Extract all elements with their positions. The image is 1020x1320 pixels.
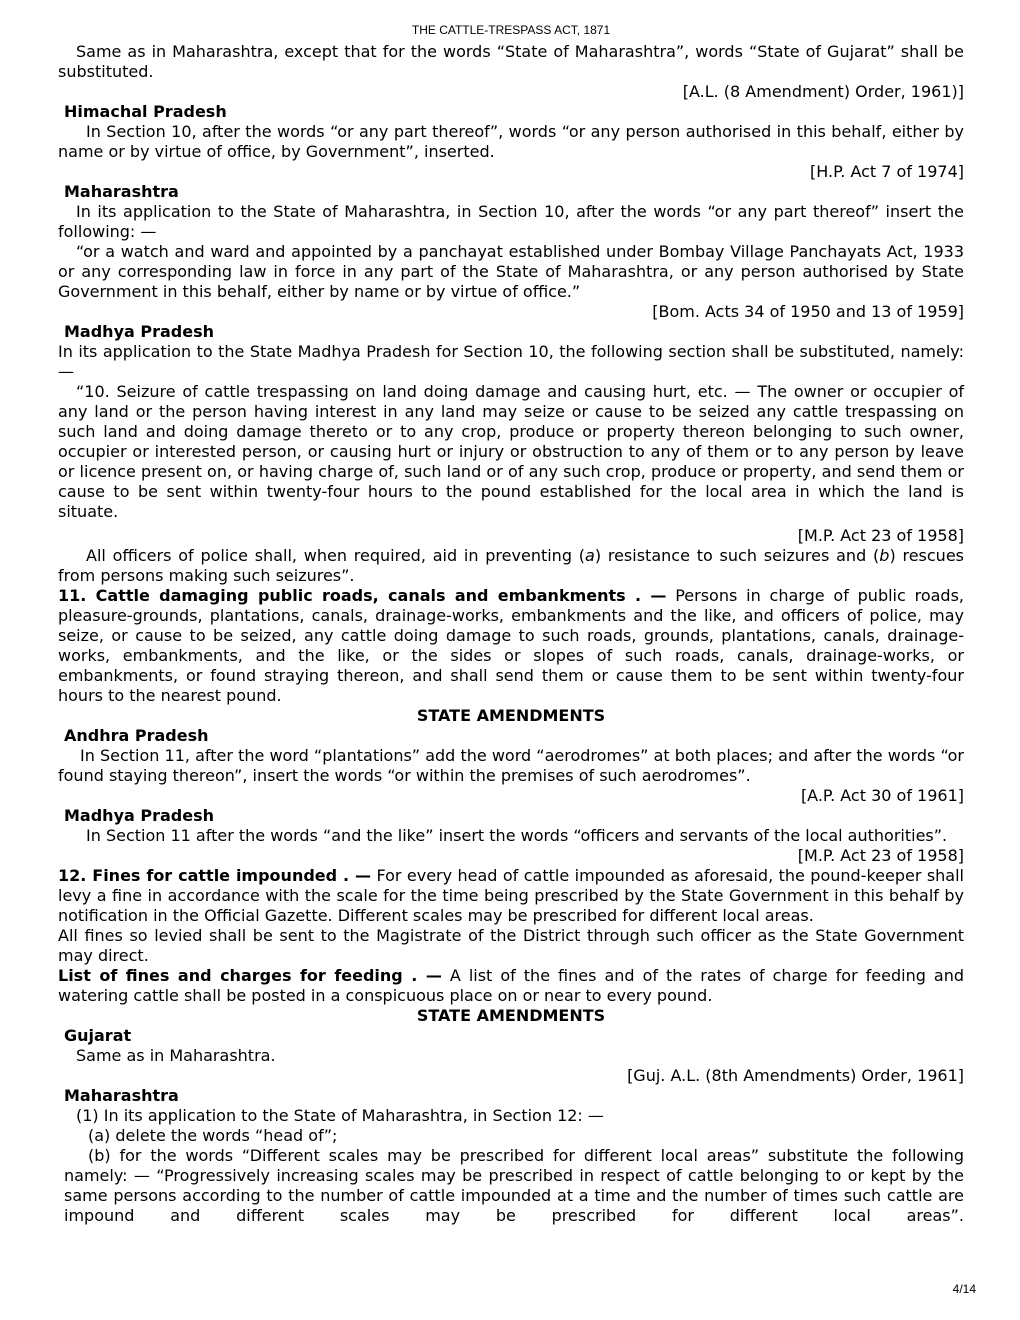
section-11-title: 11. Cattle damaging public roads, canals and embankments . —	[58, 586, 667, 605]
paragraph-madhya-pradesh: In its application to the State Madhya Pradesh for Section 10, the following section shall be substituted, namely: —	[58, 342, 964, 381]
section-11	[58, 586, 964, 706]
state-heading-andhra-pradesh: Andhra Pradesh	[64, 726, 209, 745]
paragraph-section-10-substituted: “10. Seizure of cattle trespassing on land doing damage and causing hurt, etc. — The owner or occupier of any land or the person having interest in any land may seize or cause to be seized any cattle trespassing on such land and doing damage thereto or to any crop, produce or property thereon belonging to such owner, occupier or interested person, or causing hurt or injury or obstruction to any of them or to any person by leave or licence present on, or having charge of, such land or of any such crop, produce or property, and send them or cause to be sent within twenty-four hours to the pound established for the local area in which the land is situate.	[58, 382, 964, 521]
section-12-title: 12. Fines for cattle impounded . —	[58, 866, 372, 885]
paragraph-fines-sent: All fines so levied shall be sent to the Magistrate of the District through such officer as the State Government may direct.	[58, 926, 964, 965]
running-header: THE CATTLE-TRESPASS ACT, 1871	[411, 23, 611, 37]
state-heading-himachal: Himachal Pradesh	[64, 102, 227, 121]
state-amendments-heading-2: STATE AMENDMENTS	[416, 1006, 606, 1025]
paragraph-maharashtra: In its application to the State of Maharashtra, in Section 10, after the words “or any part thereof” insert the following: —	[58, 202, 964, 241]
clause-a: (a) delete the words “head of”;	[88, 1126, 338, 1145]
state-heading-madhya-pradesh: Madhya Pradesh	[64, 322, 214, 341]
list-of-fines-title: List of fines and charges for feeding . —	[58, 966, 442, 985]
text-run-italic: b	[879, 546, 890, 565]
state-heading-maharashtra: Maharashtra	[64, 182, 179, 201]
clause-b: (b) for the words “Different scales may be prescribed for different local areas” substitute the following namely: — “Progressively increasing scales may be prescribed in respect of cattle belonging to or kept by the same persons according to the number of cattle impounded at a time and the number of times such cattle are impound and different scales may be prescribed for different local areas”.	[64, 1146, 964, 1225]
citation: [A.P. Act 30 of 1961]	[800, 786, 964, 805]
page-number: 4/14	[952, 1282, 976, 1296]
paragraph-police-aid	[58, 546, 964, 586]
paragraph-maharashtra-sec12: (1) In its application to the State of Maharashtra, in Section 12: —	[76, 1106, 604, 1125]
paragraph-madhya-pradesh-2: In Section 11 after the words “and the like” insert the words “officers and servants of the local authorities”.	[86, 826, 948, 845]
paragraph-gujarat-sec10: Same as in Maharashtra, except that for the words “State of Maharashtra”, words “State of Gujarat” shall be substituted.	[58, 42, 964, 81]
paragraph-maharashtra-insert: “or a watch and ward and appointed by a panchayat established under Bombay Village Panchayats Act, 1933 or any corresponding law in force in any part of the State of Maharashtra, or any person authorised by State Government in this behalf, either by name or by virtue of office.”	[58, 242, 964, 301]
section-12-text: For every head of cattle impounded as aforesaid, the pound-keeper shall levy a fine in accordance with the scale for the time being prescribed by the State Government in this behalf by notification in the Official Gazette. Different scales may be prescribed for different local areas.	[58, 866, 965, 925]
citation: [Bom. Acts 34 of 1950 and 13 of 1959]	[652, 302, 964, 321]
citation: [H.P. Act 7 of 1974]	[810, 162, 964, 181]
document-page	[58, 22, 964, 1226]
paragraph-gujarat: Same as in Maharashtra.	[76, 1046, 276, 1065]
citation: [M.P. Act 23 of 1958]	[797, 846, 964, 865]
text-run: All officers of police shall, when required, aid in preventing (	[86, 546, 586, 565]
state-heading-gujarat: Gujarat	[64, 1026, 132, 1045]
state-heading-madhya-pradesh-2: Madhya Pradesh	[64, 806, 214, 825]
section-12	[58, 866, 964, 926]
citation: [A.L. (8 Amendment) Order, 1961)]	[682, 82, 964, 101]
text-run-italic: a	[585, 546, 595, 565]
state-heading-maharashtra-2: Maharashtra	[64, 1086, 179, 1105]
text-run: ) rescues from persons making such seizures”.	[58, 546, 964, 585]
paragraph-himachal: In Section 10, after the words “or any part thereof”, words “or any person authorised in this behalf, either by name or by virtue of office, by Government”, inserted.	[58, 122, 964, 161]
text-run: ) resistance to such seizures and (	[594, 546, 880, 565]
section-11-text: Persons in charge of public roads, pleasure-grounds, plantations, canals, drainage-works, embankments and the like, and officers of police, may seize, or cause to be seized, any cattle doing damage to such roads, grounds, plantations, canals, drainage-works, embankments, and the like, or the sides or slopes of such roads, canals, drainage-works, or embankments, or found straying thereon, and shall send them or cause them to be sent within twenty-four hours to the nearest pound.	[58, 586, 965, 705]
list-of-fines-text: A list of the fines and of the rates of charge for feeding and watering cattle shall be posted in a conspicuous place on or near to every pound.	[58, 966, 965, 1005]
citation: [M.P. Act 23 of 1958]	[797, 526, 964, 545]
paragraph-andhra-pradesh: In Section 11, after the word “plantations” add the word “aerodromes” at both places; and after the words “or found staying thereon”, insert the words “or within the premises of such aerodromes”.	[58, 746, 964, 785]
list-of-fines	[58, 966, 964, 1006]
citation: [Guj. A.L. (8th Amendments) Order, 1961]	[627, 1066, 964, 1085]
state-amendments-heading: STATE AMENDMENTS	[416, 706, 606, 725]
